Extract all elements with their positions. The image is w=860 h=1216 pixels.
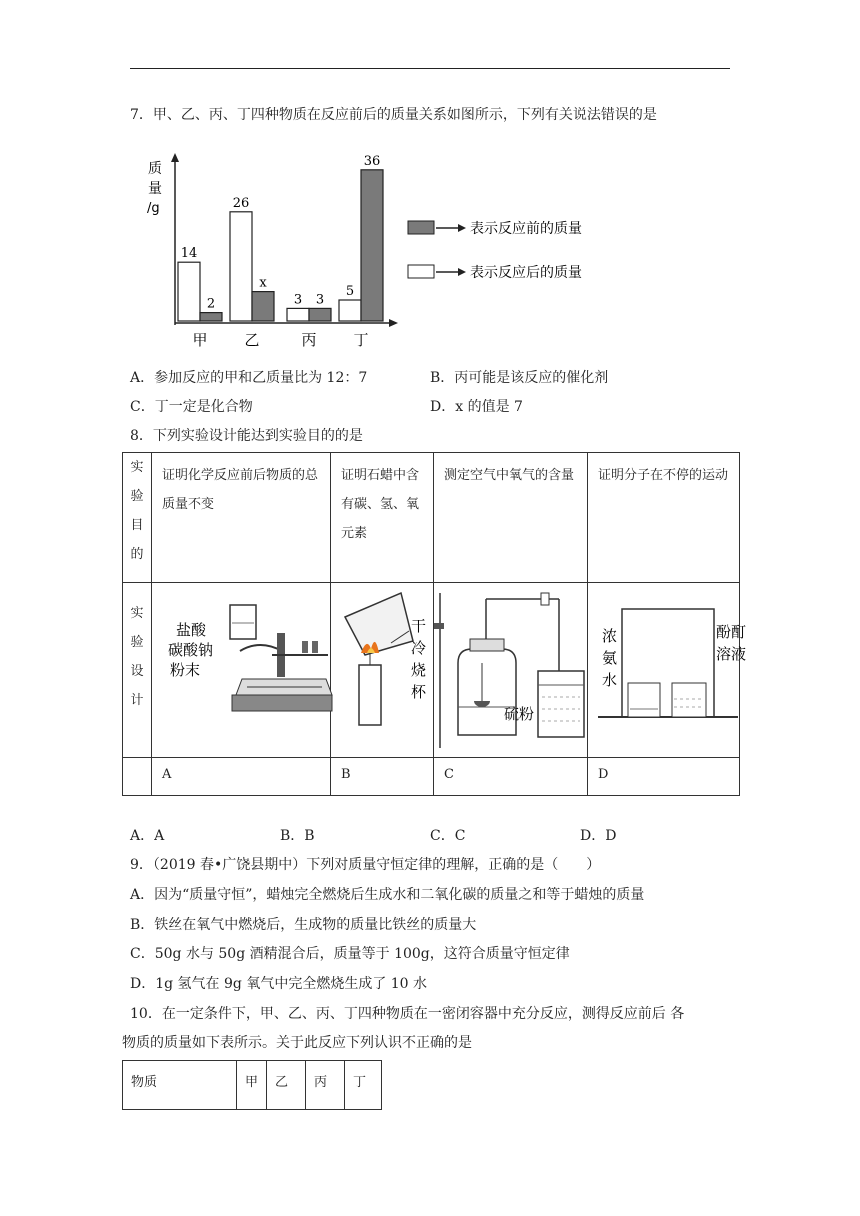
mass-table-header-ding: 丁 [345,1061,382,1110]
label-c: C [434,758,588,796]
svg-text:溶液: 溶液 [716,645,747,663]
bar-label-before-1: x [259,275,267,291]
candle-icon [359,665,381,725]
legend-label-0: 表示反应前的质量 [470,221,582,237]
legend-arrow-icon-0 [458,224,466,232]
y-axis-label-2: 量 [148,181,162,197]
design-b [331,583,434,758]
y-axis-label-3: /g [147,201,160,216]
svg-text:盐酸: 盐酸 [176,621,207,639]
purpose-a: 证明化学反应前后物质的总质量不变 [152,453,331,583]
mass-table-header-jia: 甲 [237,1061,267,1110]
purpose-d: 证明分子在不停的运动 [588,453,740,583]
bar-label-before-0: 2 [206,296,216,312]
ammonia-diffusion-figure [588,583,747,753]
svg-text:酚酊: 酚酊 [716,623,747,641]
design-a [152,583,331,758]
legend-arrow-icon-1 [458,268,466,276]
q9-option-d[interactable]: D．1g 氢气在 9g 氧气中完全燃烧生成了 10 水 [130,976,428,992]
cold-beaker-icon [345,593,413,655]
bar-after-2 [287,308,309,321]
bar-label-before-2: 3 [315,292,325,308]
q8-option-c[interactable]: C．C [430,828,466,844]
label-d: D [588,758,740,796]
q8-option-d[interactable]: D．D [580,828,617,844]
svg-text:硫粉: 硫粉 [504,705,535,723]
beaker-icon [230,605,256,639]
row-head-purpose: 实 验 目 的 [123,453,152,583]
category-label-3: 丁 [353,331,369,349]
q7-option-a[interactable]: A．参加反应的甲和乙质量比为 12：7 [130,370,368,386]
q9-option-b[interactable]: B．铁丝在氧气中燃烧后，生成物的质量比铁丝的质量大 [130,917,477,933]
bar-label-after-2: 3 [293,292,303,308]
bar-before-1 [252,292,274,321]
mass-table-header-yi: 乙 [267,1061,306,1110]
purpose-c: 测定空气中氧气的含量 [434,453,588,583]
experiment-table [122,452,747,796]
bar-before-0 [200,313,222,321]
legend-label-1: 表示反应后的质量 [470,265,582,281]
q7-option-c[interactable]: C．丁一定是化合物 [130,399,253,415]
category-label-2: 丙 [301,331,317,349]
q9-option-a[interactable]: A．因为“质量守恒”，蜡烛完全燃烧后生成水和二氧化碳的质量之和等于蜡烛的质量 [130,887,645,903]
category-label-0: 甲 [192,331,208,349]
legend-swatch-0 [408,221,434,234]
balance-figure [152,583,330,753]
candle-figure [331,583,433,753]
label-b: B [331,758,434,796]
mass-table [122,1060,382,1110]
bar-label-after-1: 26 [232,195,250,211]
bar-label-after-0: 14 [180,246,198,262]
svg-text:碳酸钠: 碳酸钠 [168,641,214,659]
svg-text:干: 干 [411,617,427,635]
oxygen-measure-figure [434,583,587,753]
design-d [588,583,747,758]
label-a: A [152,758,331,796]
svg-text:杯: 杯 [411,683,427,701]
y-axis-arrow-icon [171,153,179,162]
svg-text:烧: 烧 [411,661,427,679]
svg-text:水: 水 [602,671,618,689]
bar-after-1 [230,212,252,321]
q10-stem-line-2: 物质的质量如下表所示。关于此反应下列认识不正确的是 [122,1035,472,1051]
svg-text:冷: 冷 [411,639,427,657]
bar-before-2 [309,308,331,321]
row-head-design: 实 验 设 计 [123,583,152,758]
x-axis-arrow-icon [389,319,398,327]
water-beaker-icon [538,671,584,737]
svg-text:粉末: 粉末 [170,661,201,679]
q7-stem: 7．甲、乙、丙、丁四种物质在反应前后的质量关系如图所示，下列有关说法错误的是 [130,107,657,123]
mass-table-header-substance: 物质 [123,1061,237,1110]
q10-stem-line-1: 10．在一定条件下，甲、乙、丙、丁四种物质在一密闭容器中充分反应，测得反应前后 各 [130,1006,685,1022]
purpose-b: 证明石蜡中含有碳、氢、氧元素 [331,453,434,583]
bar-after-0 [178,262,200,321]
svg-text:氨: 氨 [602,649,618,667]
header-rule [130,68,730,69]
y-axis-label-1: 质 [148,161,162,177]
q7-option-d[interactable]: D．x 的值是 7 [430,399,523,415]
design-c [434,583,588,758]
q9-stem: 9．（2019 春•广饶县期中）下列对质量守恒定律的理解，正确的是（ ） [130,857,601,873]
q7-option-b[interactable]: B．丙可能是该反应的催化剂 [430,370,609,386]
q8-option-b[interactable]: B．B [280,828,315,844]
bar-before-3 [361,170,383,321]
category-label-1: 乙 [244,331,260,349]
legend-swatch-1 [408,265,434,278]
bar-label-after-3: 5 [345,284,355,299]
svg-text:浓: 浓 [602,627,618,645]
bar-after-3 [339,300,361,321]
bar-label-before-3: 36 [363,153,381,169]
mass-table-header-bing: 丙 [306,1061,345,1110]
q8-stem: 8．下列实验设计能达到实验目的的是 [130,428,363,444]
mass-bar-chart [140,145,620,355]
q9-option-c[interactable]: C．50g 水与 50g 酒精混合后，质量等于 100g，这符合质量守恒定律 [130,946,570,962]
q8-option-a[interactable]: A．A [130,828,165,844]
